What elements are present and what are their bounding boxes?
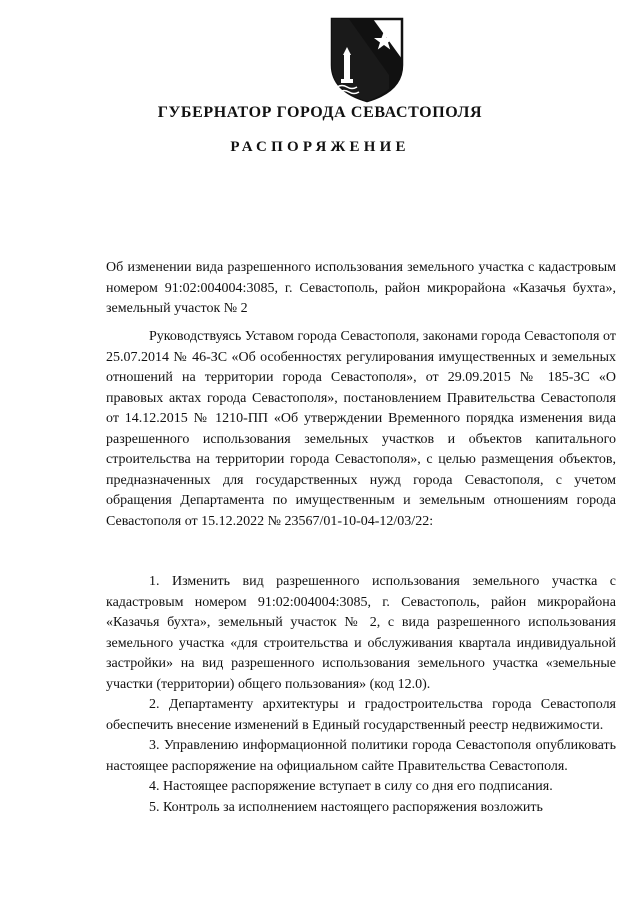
order-item-3: 3. Управлению информационной политики города Севастополя опубликовать настоящее распоряжение на официальном сайте Правительства Севастополя.	[106, 738, 616, 774]
sevastopol-coat-of-arms-icon	[329, 17, 405, 103]
order-item-5: 5. Контроль за исполнением настоящего распоряжения возложить	[149, 799, 543, 815]
subject-text: Об изменении вида разрешенного использования земельного участка с кадастровым номером 91:02:004004:3085, г. Севастополь, район микрорайона «Казачья бухта», земельный участок № 2	[106, 260, 616, 316]
document-subject	[106, 258, 616, 320]
document-orders	[106, 572, 616, 818]
organization-title: ГУБЕРНАТОР ГОРОДА СЕВАСТОПОЛЯ	[157, 104, 483, 121]
order-item-2: 2. Департаменту архитектуры и градостроительства города Севастополя обеспечить внесение изменений в Единый государственный реестр недвижимости.	[106, 697, 616, 733]
document-type-title: РАСПОРЯЖЕНИЕ	[230, 139, 410, 155]
order-item-1: 1. Изменить вид разрешенного использования земельного участка с кадастровым номером 91:02:004004:3085, г. Севастополь, район микрорайона «Казачья бухта», земельный участок № 2, с вида разрешенного использования земельного участка «для строительства и обслуживания квартала индивидуальной застройки» на вид разрешенного использования земельного участка «земельные участки (территории) общего пользования» (код 12.0).	[106, 574, 616, 692]
preamble-text: Руководствуясь Уставом города Севастополя, законами города Севастополя от 25.07.2014 № 46-ЗС «Об особенностях регулирования имущественных и земельных отношений на территории города Севастополя», от 29.09.2015 № 185-ЗС «О правовых актах города Севастополя», постановлением Правительства Севастополя от 14.12.2015 № 1210-ПП «Об утверждении Временного порядка изменения вида разрешенного использования земельных участков и объектов капитального строительства на территории города Севастополя», с целью размещения объектов, предназначенных для государственных нужд города Севастополя, с учетом обращения Департамента по имущественным и земельным отношениям города Севастополя от 15.12.2022 № 23567/01-10-04-12/03/22:	[106, 329, 616, 529]
document-preamble	[106, 327, 616, 532]
order-item-4: 4. Настоящее распоряжение вступает в силу со дня его подписания.	[149, 779, 553, 794]
